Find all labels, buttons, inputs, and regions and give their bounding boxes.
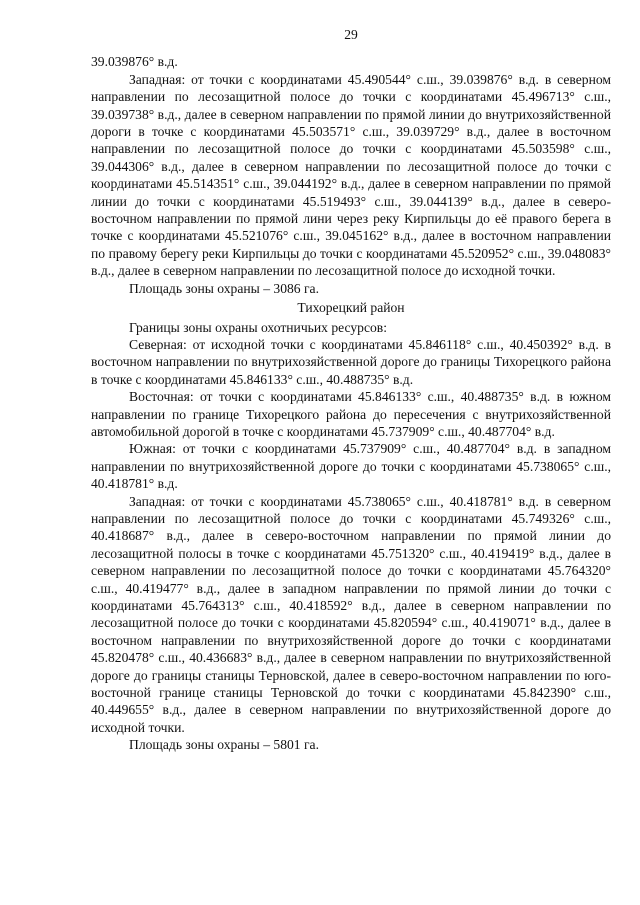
- page-number: 29: [344, 27, 358, 42]
- paragraph-north-boundary: Северная: от исходной точки с координатами 45.846118° с.ш., 40.450392° в.д. в восточном направлении по внутрихозяйственной дороге до границы Тихорецкого района в точке с координатами 45.846133° с.ш., 40.488735° в.д.: [91, 336, 611, 387]
- district-heading: Тихорецкий район: [297, 300, 405, 316]
- paragraph-east-boundary: Восточная: от точки с координатами 45.846133° с.ш., 40.488735° в.д. в южном направлении по границе Тихорецкого района до пересечения с внутрихозяйственной автомобильной дорогой в точке с координатами 45.737909° с.ш., 40.487704° в.д.: [91, 389, 611, 439]
- paragraph-boundaries-intro: Границы зоны охраны охотничьих ресурсов:: [129, 319, 387, 335]
- document-page: [91, 26, 611, 754]
- paragraph-continuation: 39.039876° в.д.: [91, 54, 178, 70]
- paragraph-area-prev: Площадь зоны охраны – 3086 га.: [129, 280, 319, 296]
- paragraph-west-boundary-prev: Западная: от точки с координатами 45.490544° с.ш., 39.039876° в.д. в северном направлении по лесозащитной полосе до точки с координатами 45.496713° с.ш., 39.039738° в.д., далее в северном направлении по прямой линии до внутрихозяйственной дороги в точке с координатами 45.503571° с.ш., 39.039729° в.д., далее в восточном направлении по лесозащитной полосе до точки с координатами 45.503598° с.ш., 39.044306° в.д., далее в северном направлении по лесозащитной полосе до точки с координатами 45.514351° с.ш., 39.044192° в.д., далее в северном направлении по прямой линии до точки с координатами 45.519493° с.ш., 39.044139° в.д., далее в северо-восточном направлении по прямой лини через реку Кирпильцы до её правого берега в точке с координатами 45.521076° с.ш., 39.045162° в.д., далее в восточном направлении по правому берегу реки Кирпильцы до точки с координатами 45.520952° с.ш., 39.048083° в.д., далее в северном направлении по лесозащитной полосе до исходной точки.: [91, 71, 611, 279]
- paragraph-west-boundary: Западная: от точки с координатами 45.738065° с.ш., 40.418781° в.д. в северном направлении по лесозащитной полосе до точки с координатами 45.749326° с.ш., 40.418687° в.д., далее в северо-восточном направлении по прямой линии до лесозащитной полосы в точке с координатами 45.751320° с.ш., 40.419419° в.д., далее в северном направлении по лесозащитной полосе до точки с координатами 45.764320° с.ш., 40.419477° в.д., далее в западном направлении по прямой линии до точки с координатами 45.764313° с.ш., 40.418592° в.д., далее в северном направлении по лесозащитной полосе до точки с координатами 45.820594° с.ш., 40.419071° в.д., далее в восточном направлении по внутрихозяйственной дороге до точки с координатами 45.820478° с.ш., 40.436683° в.д., далее в северном направлении по внутрихозяйственной дороге до границы станицы Терновской, далее в северо-восточном направлении по юго-восточной границе станицы Терновской до точки с координатами 45.842390° с.ш., 40.449655° в.д., далее в северном направлении по внутрихозяйственной дороге до исходной точки.: [91, 493, 611, 735]
- paragraph-south-boundary: Южная: от точки с координатами 45.737909° с.ш., 40.487704° в.д. в западном направлении по внутрихозяйственной дороге до точки с координатами 45.738065° с.ш., 40.418781° в.д.: [91, 441, 611, 492]
- paragraph-area: Площадь зоны охраны – 5801 га.: [129, 737, 319, 753]
